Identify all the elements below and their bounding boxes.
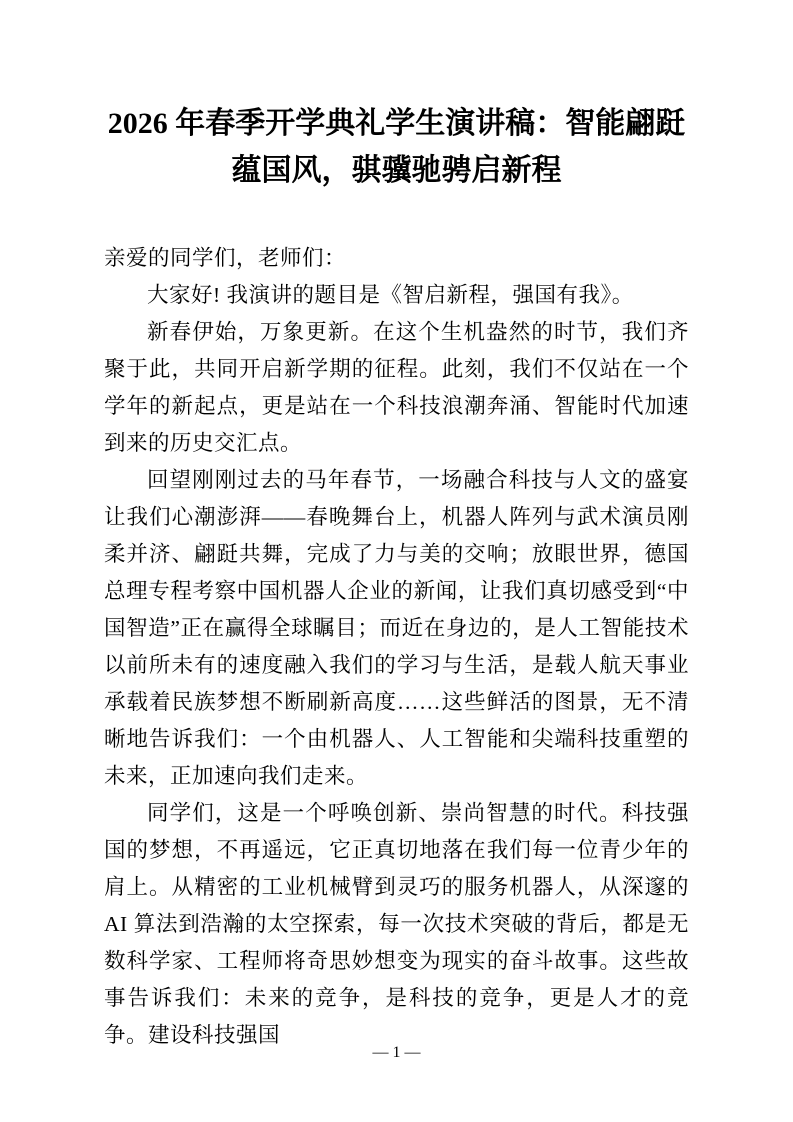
paragraph-body-2: 回望刚刚过去的马年春节，一场融合科技与人文的盛宴让我们心潮澎湃——春晚舞台上，机器人阵列与武术演员刚柔并济、翩跹共舞，完成了力与美的交响；放眼世界，德国总理专程考察中国机器人企业的新闻，让我们真切感受到“中国智造”正在赢得全球瞩目；而近在身边的，是人工智能技术以前所未有的速度融入我们的学习与生活，是载人航天事业承载着民族梦想不断刷新高度……这些鲜活的图景，无不清晰地告诉我们：一个由机器人、人工智能和尖端科技重塑的未来，正加速向我们走来。 (104, 468, 689, 788)
page-number: — 1 — (372, 1044, 421, 1061)
document-title: 2026 年春季开学典礼学生演讲稿：智能翩跹蕴国风，骐骥驰骋启新程 (107, 107, 686, 187)
paragraph-greeting: 大家好! 我演讲的题目是《智启新程，强国有我》。 (147, 283, 634, 307)
document-body (104, 240, 689, 1054)
paragraph-salutation: 亲爱的同学们，老师们： (104, 246, 347, 270)
paragraph-body-3: 同学们，这是一个呼唤创新、崇尚智慧的时代。科技强国的梦想，不再遥远，它正真切地落在我们每一位青少年的肩上。从精密的工业机械臂到灵巧的服务机器人，从深邃的 AI 算法到浩瀚的太空探索，每一次技术突破的背后，都是无数科学家、工程师将奇思妙想变为现实的奋斗故事。这些故事告诉我们：未来的竞争，是科技的竞争，更是人才的竞争。建设科技强国 (104, 801, 689, 1047)
paragraph-body-1: 新春伊始，万象更新。在这个生机盎然的时节，我们齐聚于此，共同开启新学期的征程。此刻，我们不仅站在一个学年的新起点，更是站在一个科技浪潮奔涌、智能时代加速到来的历史交汇点。 (104, 320, 689, 455)
